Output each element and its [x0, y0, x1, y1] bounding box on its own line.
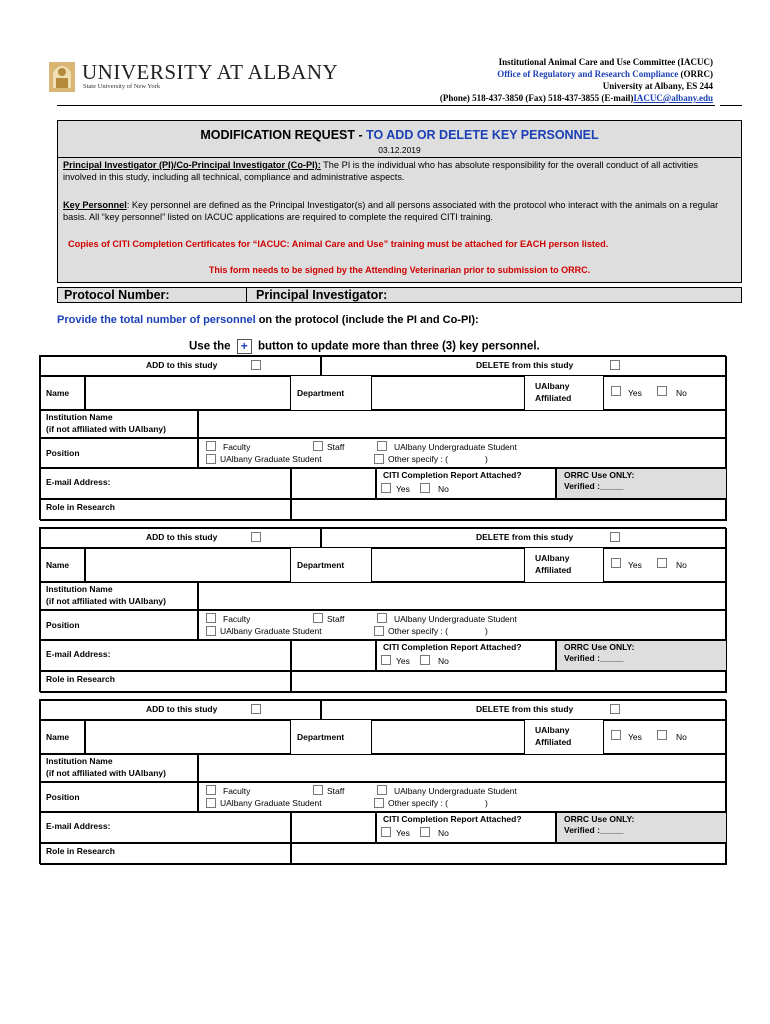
contact-line: (Phone) 518-437-3850 (Fax) 518-437-3855 (E-mail)IACUC@albany.edu	[439, 93, 713, 103]
citi-note: Copies of CITI Completion Certificates for “IACUC: Animal Care and Use” training must be attached for EACH person listed.	[68, 239, 609, 249]
delete-checkbox[interactable]	[610, 704, 620, 714]
faculty-checkbox[interactable]	[206, 613, 216, 623]
form-date: 03.12.2019	[58, 145, 741, 158]
staff-checkbox[interactable]	[313, 613, 323, 623]
plus-button[interactable]: +	[237, 339, 252, 354]
affiliated-yes-checkbox[interactable]	[611, 386, 621, 396]
address-line: University at Albany, ES 244	[602, 81, 713, 91]
role-field[interactable]	[291, 671, 727, 693]
citi-no-checkbox[interactable]	[420, 655, 430, 665]
department-field[interactable]	[371, 376, 525, 410]
other-checkbox[interactable]	[374, 454, 384, 464]
university-subtitle: State University of New York	[83, 83, 161, 90]
staff-checkbox[interactable]	[313, 785, 323, 795]
university-name: UNIVERSITY AT ALBANY	[82, 60, 339, 84]
citi-yes-checkbox[interactable]	[381, 655, 391, 665]
other-checkbox[interactable]	[374, 626, 384, 636]
header-rule	[57, 105, 715, 106]
vet-note: This form needs to be signed by the Attending Veterinarian prior to submission to ORRC.	[208, 265, 591, 275]
university-seal-logo	[47, 58, 77, 94]
add-checkbox[interactable]	[251, 360, 261, 370]
undergrad-checkbox[interactable]	[377, 441, 387, 451]
delete-checkbox[interactable]	[610, 360, 620, 370]
affiliated-no-checkbox[interactable]	[657, 386, 667, 396]
citi-yes-checkbox[interactable]	[381, 483, 391, 493]
citi-yes-checkbox[interactable]	[381, 827, 391, 837]
faculty-checkbox[interactable]	[206, 441, 216, 451]
principal-investigator-label: Principal Investigator:	[256, 288, 388, 302]
add-checkbox[interactable]	[251, 532, 261, 542]
undergrad-checkbox[interactable]	[377, 785, 387, 795]
staff-checkbox[interactable]	[313, 441, 323, 451]
affiliated-yes-checkbox[interactable]	[611, 558, 621, 568]
department-field[interactable]	[371, 720, 525, 754]
committee-name: Institutional Animal Care and Use Committee (IACUC)	[498, 57, 713, 67]
add-block-instruction: Use the + button to update more than three (3) key personnel.	[189, 339, 540, 353]
personnel-block-3: ADD to this study DELETE from this study Name Department UAlbany Affiliated Yes No Institution Name (if not affiliated with UAlbany) Position Faculty Staff UAlbany Undergraduate Student UAlbany Graduate Student Other specify : ( ) E-mail Address: CITI Completion Report Attached? Yes No ORRC Use ONLY: Verified :_____ Role in Research	[39, 699, 726, 864]
name-field[interactable]	[85, 720, 291, 754]
personnel-block-2: ADD to this study DELETE from this study Name Department UAlbany Affiliated Yes No Institution Name (if not affiliated with UAlbany) Position Faculty Staff UAlbany Undergraduate Student UAlbany Graduate Student Other specify : ( ) E-mail Address: CITI Completion Report Attached? Yes No ORRC Use ONLY: Verified :_____ Role in Research	[39, 527, 726, 692]
email-field[interactable]	[291, 640, 376, 671]
affiliated-no-checkbox[interactable]	[657, 558, 667, 568]
role-field[interactable]	[291, 499, 727, 521]
personnel-block-1: ADD to this study DELETE from this study Name Department UAlbany Affiliated Yes No Institution Name (if not affiliated with UAlbany) Position Faculty Staff UAlbany Undergraduate Student UAlbany Graduate Student Other specify : ( ) E-mail Address: CITI Completion Report Attached? Yes No ORRC Use ONLY: Verified :_____ Role in Research	[39, 355, 726, 520]
department-field[interactable]	[371, 548, 525, 582]
undergrad-checkbox[interactable]	[377, 613, 387, 623]
pi-definition: Principal Investigator (PI)/Co-Principal Investigator (Co-PI): The PI is the individual who has absolute responsibility for the overall conduct of all activities involved in this study, including all technical, compliance and administrative aspects.	[63, 160, 699, 182]
email-field[interactable]	[291, 468, 376, 499]
other-checkbox[interactable]	[374, 798, 384, 808]
email-link[interactable]: IACUC@albany.edu	[633, 93, 713, 103]
faculty-checkbox[interactable]	[206, 785, 216, 795]
delete-checkbox[interactable]	[610, 532, 620, 542]
grad-checkbox[interactable]	[206, 798, 216, 808]
affiliated-no-checkbox[interactable]	[657, 730, 667, 740]
institution-field[interactable]	[198, 754, 727, 782]
info-box	[57, 120, 742, 283]
institution-field[interactable]	[198, 582, 727, 610]
email-field[interactable]	[291, 812, 376, 843]
office-line: Office of Regulatory and Research Compliance (ORRC)	[497, 69, 713, 79]
grad-checkbox[interactable]	[206, 626, 216, 636]
role-field[interactable]	[291, 843, 727, 865]
form-title: MODIFICATION REQUEST - TO ADD OR DELETE KEY PERSONNEL	[200, 128, 599, 142]
protocol-bar	[57, 287, 742, 303]
grad-checkbox[interactable]	[206, 454, 216, 464]
citi-no-checkbox[interactable]	[420, 483, 430, 493]
key-personnel-definition: Key Personnel: Key personnel are defined as the Principal Investigator(s) and all persons associated with the protocol who interact with the animals on a regular basis. All “key personnel” listed on IACUC applications are required to complete the required CITI training.	[63, 200, 719, 222]
name-field[interactable]	[85, 376, 291, 410]
total-personnel-prompt: Provide the total number of personnel on the protocol (include the PI and Co-PI):	[57, 314, 479, 326]
name-field[interactable]	[85, 548, 291, 582]
affiliated-yes-checkbox[interactable]	[611, 730, 621, 740]
citi-no-checkbox[interactable]	[420, 827, 430, 837]
add-checkbox[interactable]	[251, 704, 261, 714]
protocol-number-label: Protocol Number:	[64, 288, 170, 302]
header-rule-short	[720, 105, 742, 106]
office-link[interactable]: Office of Regulatory and Research Compliance	[497, 69, 679, 79]
institution-field[interactable]	[198, 410, 727, 438]
